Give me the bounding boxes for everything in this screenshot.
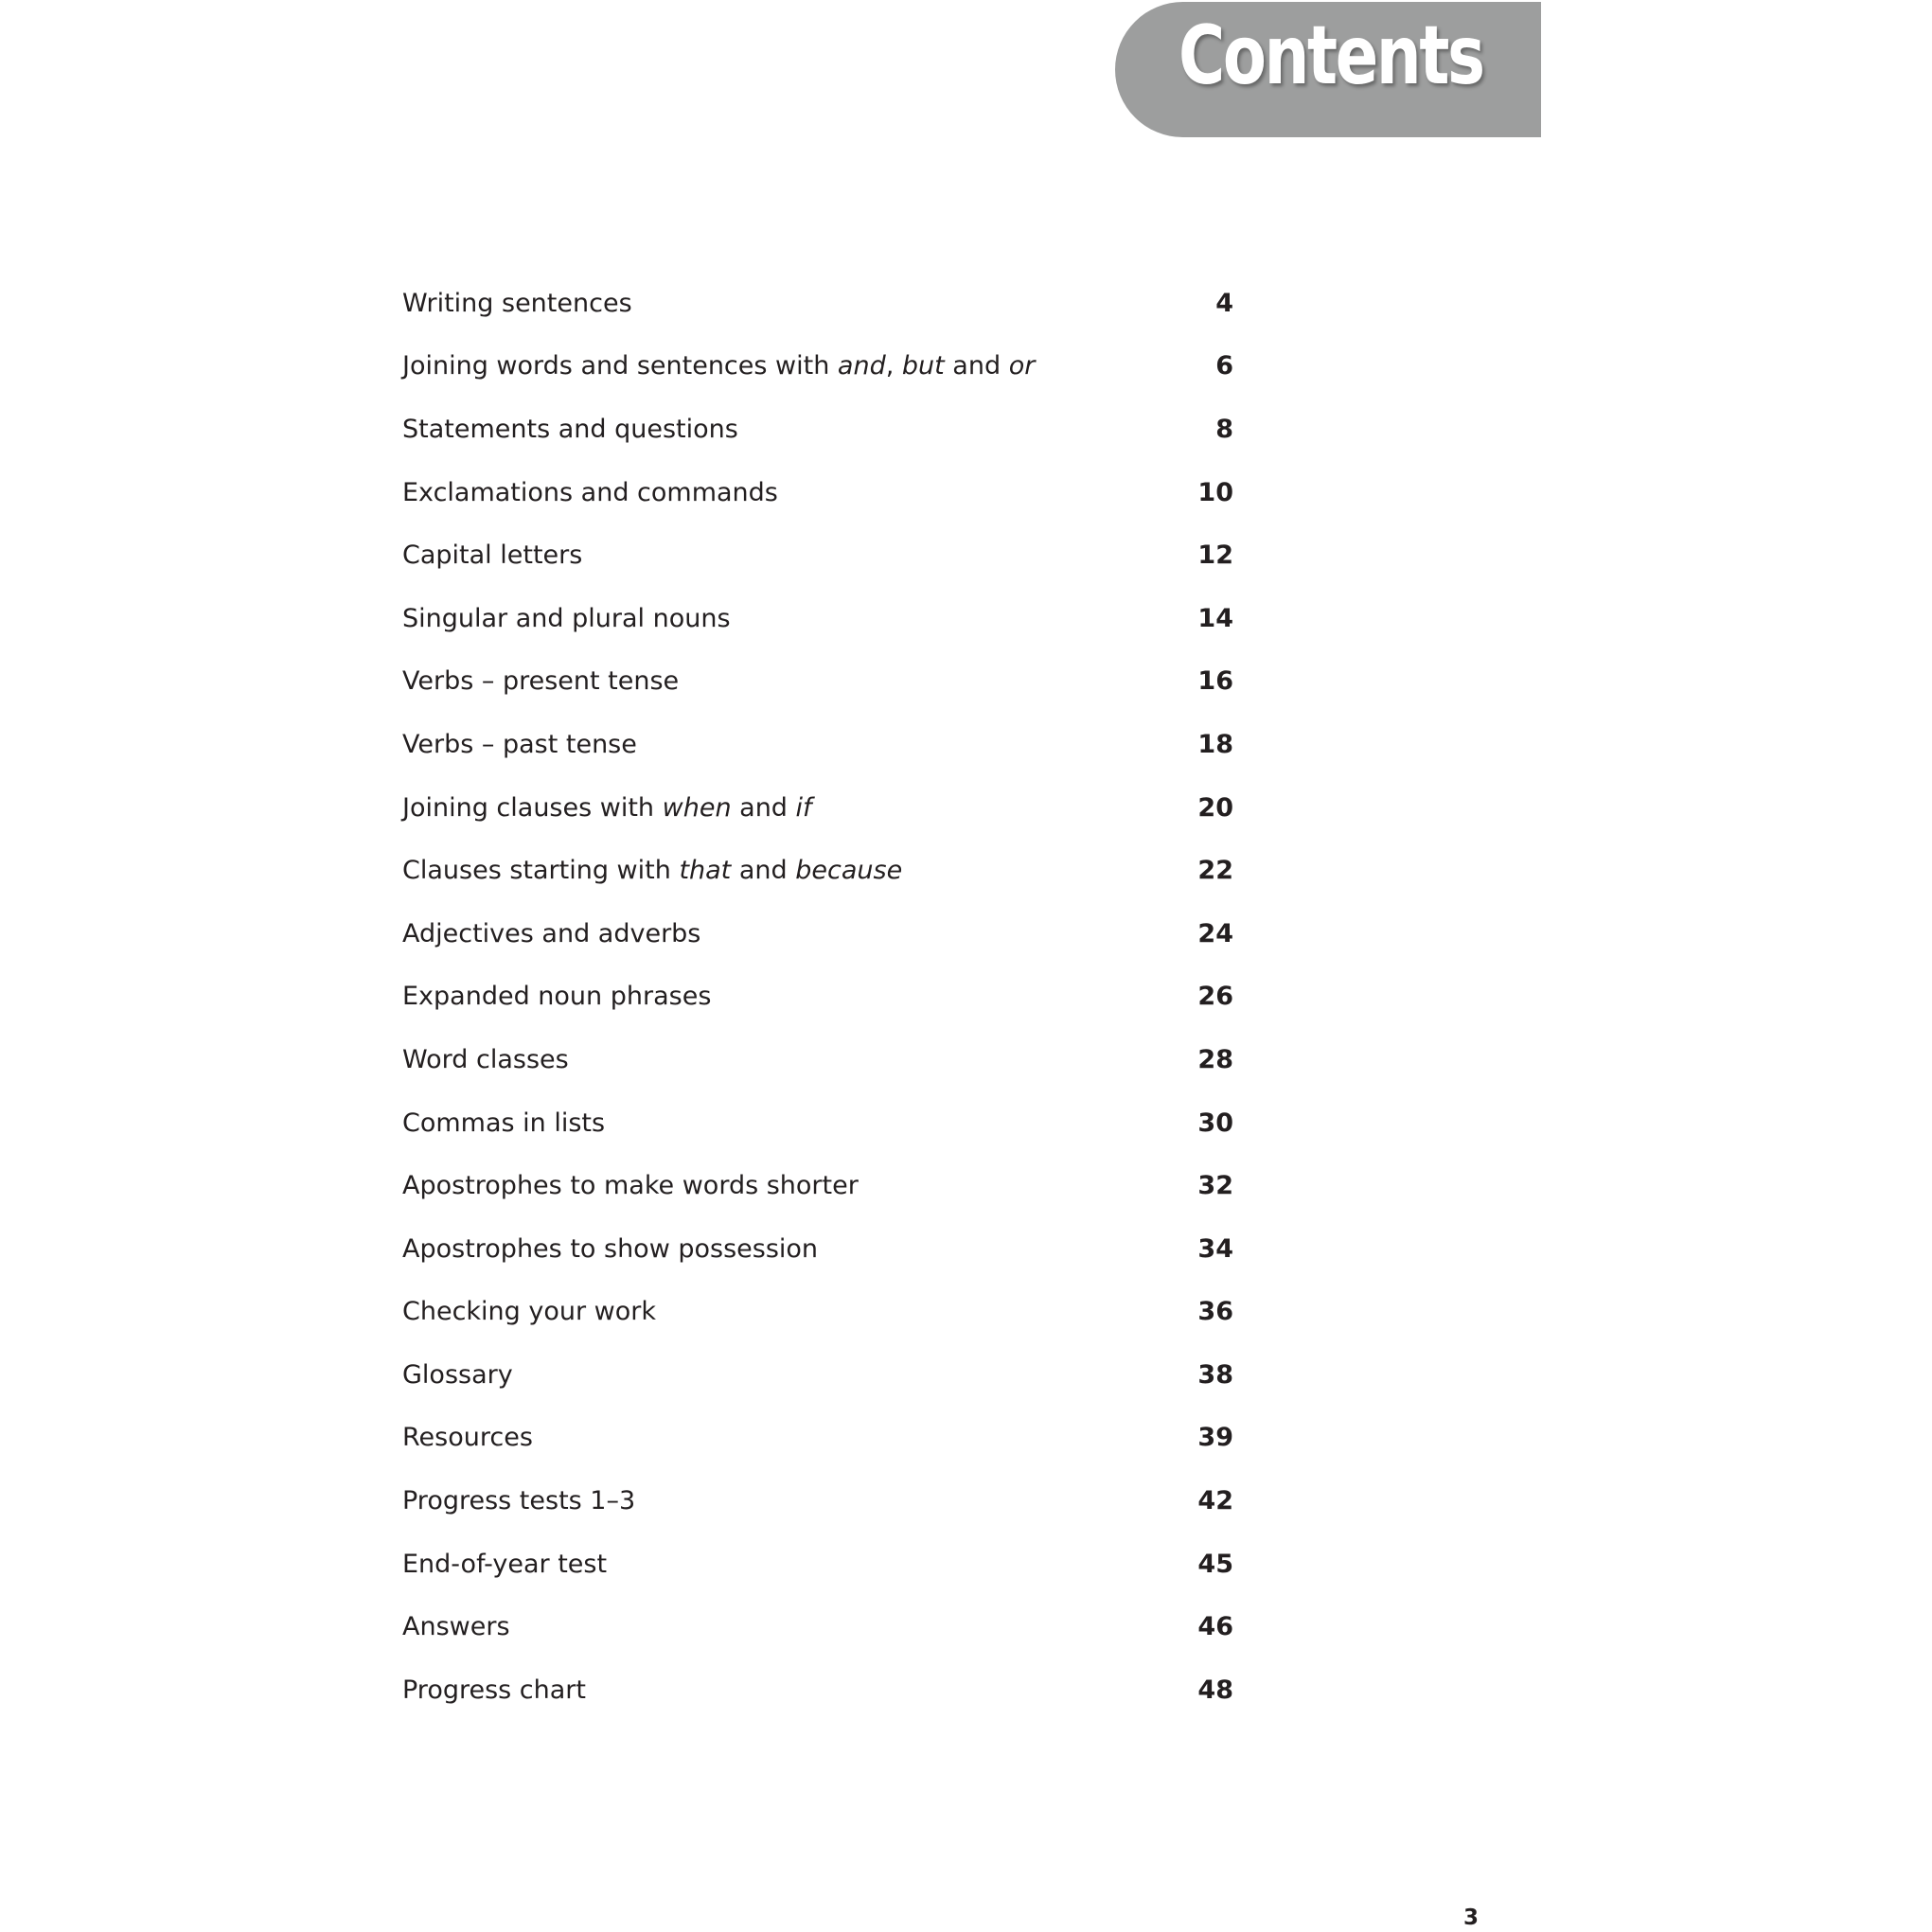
toc-entry-title-italic: and — [837, 351, 886, 381]
toc-entry-title-italic: but — [901, 351, 945, 381]
toc-entry-title — [402, 1234, 818, 1264]
toc-entry[interactable] — [402, 1281, 1233, 1344]
toc-entry-title-italic: that — [679, 856, 732, 886]
toc-entry[interactable] — [402, 966, 1233, 1029]
toc-entry[interactable] — [402, 902, 1233, 966]
toc-entry-page: 10 — [1197, 477, 1233, 507]
toc-entry-page: 48 — [1197, 1675, 1233, 1705]
toc-entry-title — [402, 919, 700, 948]
toc-entry-page: 42 — [1197, 1486, 1233, 1516]
toc-entry-title-text: and — [944, 351, 1009, 381]
toc-entry-title-text: Glossary — [402, 1359, 513, 1390]
toc-entry-page: 28 — [1197, 1044, 1233, 1074]
toc-entry-page: 24 — [1197, 918, 1233, 948]
toc-entry-title-text: Commas in lists — [402, 1108, 606, 1138]
toc-entry-title — [402, 1612, 510, 1641]
toc-entry-title-text: Singular and plural nouns — [402, 603, 731, 633]
toc-entry-title — [402, 478, 778, 507]
table-of-contents — [402, 272, 1233, 1722]
toc-entry-title-text: Verbs – past tense — [402, 729, 637, 759]
toc-entry[interactable] — [402, 523, 1233, 587]
toc-entry-title-italic: when — [662, 792, 732, 823]
page-title: Contents — [1179, 9, 1483, 103]
toc-entry-title-text: Writing sentences — [402, 288, 632, 318]
toc-entry-title-text: Checking your work — [402, 1297, 657, 1327]
toc-entry[interactable] — [402, 335, 1233, 399]
toc-entry-title — [402, 415, 738, 444]
toc-entry-title — [402, 666, 679, 696]
toc-entry-title-text: Progress tests 1–3 — [402, 1486, 636, 1516]
page-number: 3 — [1463, 1905, 1480, 1930]
toc-entry-title-italic: or — [1008, 351, 1036, 381]
toc-entry[interactable] — [402, 1533, 1233, 1596]
toc-entry[interactable] — [402, 713, 1233, 776]
toc-entry-title-text: Capital letters — [402, 541, 583, 571]
toc-entry-page: 38 — [1197, 1359, 1233, 1390]
toc-entry-title-text: Joining clauses with — [402, 792, 663, 823]
toc-entry-title — [402, 1297, 656, 1326]
toc-entry-page: 6 — [1215, 351, 1233, 381]
toc-entry-page: 12 — [1197, 541, 1233, 571]
toc-entry-title — [402, 982, 711, 1011]
toc-entry-title — [402, 1550, 607, 1579]
toc-entry-title-text: Word classes — [402, 1044, 569, 1074]
toc-entry-page: 20 — [1197, 792, 1233, 823]
toc-entry-page: 18 — [1197, 729, 1233, 759]
toc-entry-title — [402, 1423, 533, 1452]
toc-entry-page: 39 — [1197, 1423, 1233, 1453]
toc-entry[interactable] — [402, 1217, 1233, 1281]
toc-entry[interactable] — [402, 1091, 1233, 1155]
toc-entry-title — [402, 1360, 513, 1390]
toc-entry-title-text: Clauses starting with — [402, 856, 680, 886]
toc-entry-title-text: Adjectives and adverbs — [402, 918, 701, 948]
toc-entry[interactable] — [402, 1028, 1233, 1091]
toc-entry-title-text: Exclamations and commands — [402, 477, 778, 507]
toc-entry-title — [402, 289, 632, 318]
toc-entry-title-text: Resources — [402, 1423, 533, 1453]
toc-entry-title-text: Progress chart — [402, 1675, 586, 1705]
toc-entry[interactable] — [402, 839, 1233, 902]
toc-entry-title-italic: because — [795, 856, 903, 886]
toc-entry-title-italic: if — [795, 792, 812, 823]
toc-entry-title — [402, 856, 902, 885]
toc-entry-title-text: Answers — [402, 1612, 510, 1642]
toc-entry-page: 14 — [1197, 603, 1233, 633]
toc-entry[interactable] — [402, 272, 1233, 335]
toc-entry-page: 45 — [1197, 1549, 1233, 1579]
toc-entry-title — [402, 351, 1035, 381]
toc-entry-title-text: and — [731, 792, 796, 823]
toc-entry-title-text: , — [885, 351, 902, 381]
toc-entry[interactable] — [402, 398, 1233, 461]
toc-entry-title-text: Verbs – present tense — [402, 666, 680, 697]
toc-entry-title — [402, 730, 637, 759]
toc-entry-title — [402, 1486, 635, 1515]
toc-entry-page: 30 — [1197, 1108, 1233, 1138]
toc-entry[interactable] — [402, 1595, 1233, 1658]
toc-entry[interactable] — [402, 587, 1233, 650]
toc-entry-page: 46 — [1197, 1612, 1233, 1642]
toc-entry[interactable] — [402, 1658, 1233, 1722]
toc-entry-title — [402, 1171, 859, 1200]
toc-entry[interactable] — [402, 1343, 1233, 1407]
toc-entry-title — [402, 604, 731, 633]
toc-entry[interactable] — [402, 1154, 1233, 1217]
toc-entry[interactable] — [402, 776, 1233, 840]
toc-entry[interactable] — [402, 461, 1233, 524]
toc-entry-title-text: Apostrophes to make words shorter — [402, 1171, 859, 1201]
toc-entry-title — [402, 793, 812, 823]
toc-entry-title-text: Apostrophes to show possession — [402, 1233, 819, 1264]
toc-entry-page: 32 — [1197, 1171, 1233, 1201]
toc-entry-title-text: Expanded noun phrases — [402, 982, 712, 1012]
toc-entry-page: 22 — [1197, 856, 1233, 886]
toc-entry-page: 4 — [1215, 288, 1233, 318]
toc-entry-page: 36 — [1197, 1297, 1233, 1327]
toc-entry-title — [402, 1675, 586, 1705]
toc-entry-page: 26 — [1197, 982, 1233, 1012]
toc-entry[interactable] — [402, 1469, 1233, 1533]
toc-entry-title-text: and — [731, 856, 796, 886]
toc-entry-title-text: End-of-year test — [402, 1549, 608, 1579]
toc-entry-title-text: Joining words and sentences with — [402, 351, 838, 381]
toc-entry[interactable] — [402, 1407, 1233, 1470]
toc-entry-title — [402, 1108, 605, 1138]
toc-entry[interactable] — [402, 650, 1233, 714]
toc-entry-title-text: Statements and questions — [402, 414, 738, 444]
toc-entry-page: 16 — [1197, 666, 1233, 697]
toc-entry-page: 34 — [1197, 1233, 1233, 1264]
toc-entry-page: 8 — [1215, 414, 1233, 444]
toc-entry-title — [402, 1045, 569, 1074]
toc-entry-title — [402, 541, 582, 570]
